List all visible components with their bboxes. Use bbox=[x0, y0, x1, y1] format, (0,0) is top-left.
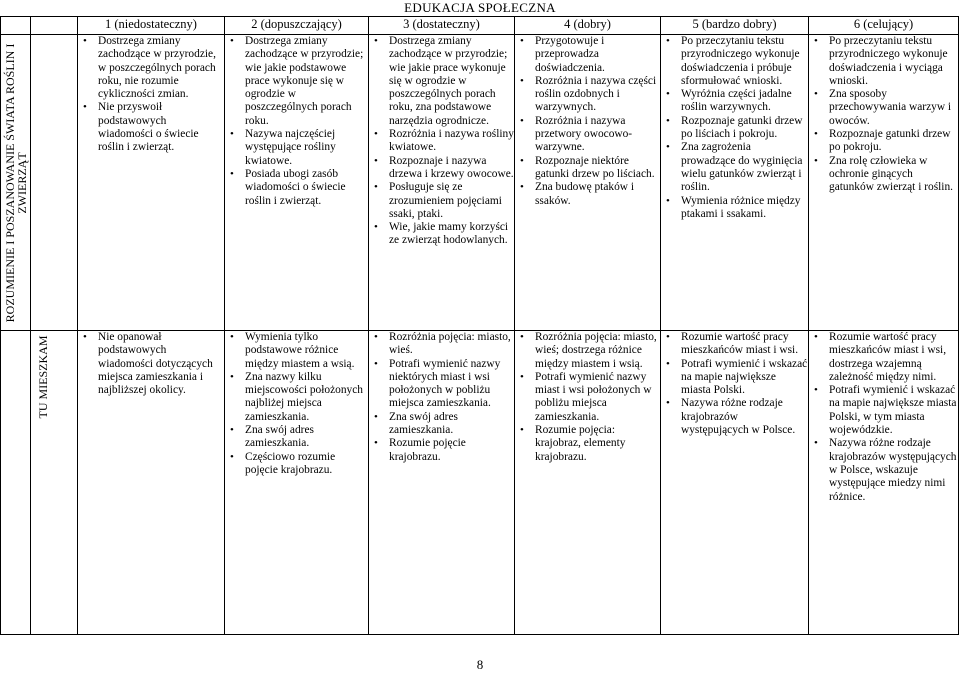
criteria-item: • Wie, jakie mamy korzyści ze zwierząt hodowlanych. bbox=[369, 221, 514, 248]
section-row bbox=[1, 35, 959, 331]
criteria-item: • Rozróżnia i nazywa rośliny kwiatowe. bbox=[369, 128, 514, 155]
criteria-cell bbox=[809, 331, 959, 635]
criteria-cell bbox=[515, 331, 661, 635]
criteria-cell bbox=[78, 331, 225, 635]
column-header: 6 (celujący) bbox=[809, 17, 959, 35]
vertical-label: ROZUMIENIE I POSZANOWANIE ŚWIATA ROŚLIN I ZWIERZĄT bbox=[2, 43, 29, 322]
criteria-item: • Potrafi wymienić i wskazać na mapie największe miasta Polski, w tym miasta wojewódzkie. bbox=[809, 384, 958, 437]
criteria-cell bbox=[661, 35, 809, 331]
criteria-list bbox=[515, 35, 660, 208]
criteria-cell bbox=[809, 35, 959, 331]
criteria-item: • Nazywa różne rodzaje krajobrazów występujących w Polsce, wskazuje występujące miedzy nimi różnice. bbox=[809, 437, 958, 503]
criteria-item: • Wymienia różnice między ptakami i ssakami. bbox=[661, 195, 808, 222]
criteria-item: • Rozróżnia i nazywa części roślin ozdobnych i warzywnych. bbox=[515, 75, 660, 115]
criteria-cell bbox=[225, 331, 369, 635]
criteria-list bbox=[515, 331, 660, 464]
criteria-list bbox=[78, 35, 224, 155]
vertical-label: TU MIESZKAM bbox=[36, 335, 50, 419]
criteria-item: • Rozróżnia pojęcia: miasto, wieś; dostrzega różnice między miastem i wsią. bbox=[515, 331, 660, 371]
corner-cell-inner bbox=[31, 17, 78, 35]
criteria-item: • Rozumie wartość pracy mieszkańców miast i wsi, dostrzega wzajemną zależność między nimi. bbox=[809, 331, 958, 384]
criteria-table bbox=[0, 16, 959, 635]
criteria-item: • Nie opanował podstawowych wiadomości dotyczących miejsca zamieszkania i najbliższej okolicy. bbox=[78, 331, 224, 397]
criteria-item: • Posiada ubogi zasób wiadomości o świecie roślin i zwierząt. bbox=[225, 168, 368, 208]
criteria-item: • Potrafi wymienić i wskazać na mapie największe miasta Polski. bbox=[661, 358, 808, 398]
criteria-item: • Rozróżnia i nazywa przetwory owocowo-warzywne. bbox=[515, 115, 660, 155]
section-outer-label bbox=[1, 331, 31, 635]
criteria-cell bbox=[78, 35, 225, 331]
section-inner-label bbox=[31, 331, 78, 635]
criteria-list bbox=[809, 35, 958, 195]
column-header: 2 (dopuszczający) bbox=[225, 17, 369, 35]
criteria-list bbox=[369, 331, 514, 464]
criteria-item: • Nie przyswoił podstawowych wiadomości o świecie roślin i zwierząt. bbox=[78, 101, 224, 154]
section-outer-label bbox=[1, 35, 31, 331]
criteria-item: • Zna swój adres zamieszkania. bbox=[369, 411, 514, 438]
criteria-item: • Dostrzega zmiany zachodzące w przyrodzie, w poszczególnych porach roku, nie rozumie cykliczności zmian. bbox=[78, 35, 224, 101]
criteria-item: • Zna zagrożenia prowadzące do wyginięcia wielu gatunków zwierząt i roślin. bbox=[661, 141, 808, 194]
criteria-item: • Nazywa najczęściej występujące rośliny kwiatowe. bbox=[225, 128, 368, 168]
criteria-item: • Rozpoznaje gatunki drzew po pokroju. bbox=[809, 128, 958, 155]
criteria-item: • Przygotowuje i przeprowadza doświadczenia. bbox=[515, 35, 660, 75]
column-header: 5 (bardzo dobry) bbox=[661, 17, 809, 35]
criteria-list bbox=[78, 331, 224, 397]
criteria-list bbox=[661, 331, 808, 437]
criteria-list bbox=[809, 331, 958, 504]
criteria-item: • Rozumie pojęcie krajobrazu. bbox=[369, 437, 514, 464]
page-number: 8 bbox=[476, 657, 484, 672]
criteria-item: • Rozpoznaje niektóre gatunki drzew po liściach. bbox=[515, 155, 660, 182]
criteria-item: • Potrafi wymienić nazwy miast i wsi położonych w pobliżu miejsca zamieszkania. bbox=[515, 371, 660, 424]
criteria-cell bbox=[369, 331, 515, 635]
corner-cell bbox=[1, 17, 31, 35]
criteria-item: • Dostrzega zmiany zachodzące w przyrodzie; wie jakie prace wykonuje się w ogrodzie w poszczególnych porach roku, zna podstawowe narzędzia ogrodnicze. bbox=[369, 35, 514, 128]
criteria-item: • Rozpoznaje gatunki drzew po liściach i pokroju. bbox=[661, 115, 808, 142]
criteria-cell bbox=[225, 35, 369, 331]
criteria-item: • Po przeczytaniu tekstu przyrodniczego wykonuje doświadczenia i wyciąga wnioski. bbox=[809, 35, 958, 88]
criteria-list bbox=[225, 35, 368, 208]
section-row bbox=[1, 331, 959, 635]
criteria-item: • Nazywa różne rodzaje krajobrazów występujących w Polsce. bbox=[661, 397, 808, 437]
column-header: 3 (dostateczny) bbox=[369, 17, 515, 35]
criteria-item: • Rozumie pojęcia: krajobraz, elementy krajobrazu. bbox=[515, 424, 660, 464]
column-header: 4 (dobry) bbox=[515, 17, 661, 35]
criteria-cell bbox=[661, 331, 809, 635]
criteria-list bbox=[225, 331, 368, 477]
criteria-cell bbox=[515, 35, 661, 331]
criteria-item: • Wymienia tylko podstawowe różnice między miastem a wsią. bbox=[225, 331, 368, 371]
header-row bbox=[1, 17, 959, 35]
criteria-list bbox=[661, 35, 808, 221]
criteria-item: • Posługuje się ze zrozumieniem pojęciami ssaki, ptaki. bbox=[369, 181, 514, 221]
criteria-item: • Dostrzega zmiany zachodzące w przyrodzie; wie jakie podstawowe prace wykonuje się w ogrodzie w poszczególnych porach roku. bbox=[225, 35, 368, 128]
criteria-item: • Zna nazwy kilku miejscowości położonych najbliżej miejsca zamieszkania. bbox=[225, 371, 368, 424]
section-inner-label bbox=[31, 35, 78, 331]
criteria-item: • Rozróżnia pojęcia: miasto, wieś. bbox=[369, 331, 514, 358]
page-title: EDUKACJA SPOŁECZNA bbox=[404, 0, 556, 15]
criteria-item: • Wyróżnia części jadalne roślin warzywnych. bbox=[661, 88, 808, 115]
criteria-item: • Rozpoznaje i nazywa drzewa i krzewy owocowe. bbox=[369, 155, 514, 182]
criteria-item: • Częściowo rozumie pojęcie krajobrazu. bbox=[225, 451, 368, 478]
criteria-item: • Zna sposoby przechowywania warzyw i owoców. bbox=[809, 88, 958, 128]
criteria-item: • Po przeczytaniu tekstu przyrodniczego wykonuje doświadczenia i próbuje sformułować wnioski. bbox=[661, 35, 808, 88]
criteria-item: • Zna budowę ptaków i ssaków. bbox=[515, 181, 660, 208]
criteria-item: • Zna swój adres zamieszkania. bbox=[225, 424, 368, 451]
criteria-item: • Zna rolę człowieka w ochronie ginących gatunków zwierząt i roślin. bbox=[809, 155, 958, 195]
criteria-item: • Potrafi wymienić nazwy niektórych miast i wsi położonych w pobliżu miejsca zamieszkania. bbox=[369, 358, 514, 411]
column-header: 1 (niedostateczny) bbox=[78, 17, 225, 35]
criteria-cell bbox=[369, 35, 515, 331]
criteria-item: • Rozumie wartość pracy mieszkańców miast i wsi. bbox=[661, 331, 808, 358]
criteria-list bbox=[369, 35, 514, 248]
